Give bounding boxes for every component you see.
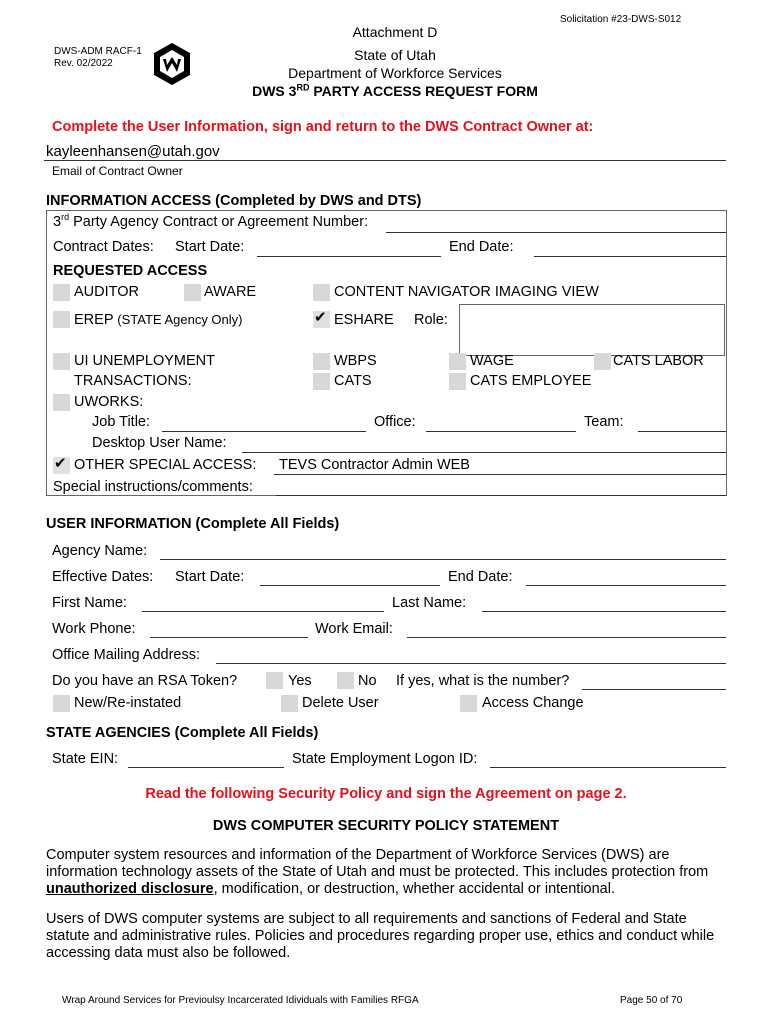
contract-owner-email[interactable]: kayleenhansen@utah.gov	[46, 143, 220, 160]
aware-label: AWARE	[204, 284, 257, 300]
form-code: DWS-ADM RACF-1	[54, 46, 142, 57]
rsa-number-label: If yes, what is the number?	[396, 673, 570, 689]
state-label: State of Utah	[354, 47, 436, 63]
new-reinstated-label: New/Re-instated	[74, 695, 182, 711]
email-label: Email of Contract Owner	[52, 164, 183, 178]
contract-start-date-label: Start Date:	[175, 239, 245, 255]
job-title-field[interactable]	[162, 431, 366, 432]
office-address-field[interactable]	[216, 663, 726, 664]
aware-checkbox[interactable]	[184, 284, 201, 301]
ui-unemployment-checkbox[interactable]	[53, 353, 70, 370]
security-paragraph-1-part: , modification, or destruction, whether accidental or intentional.	[213, 881, 615, 897]
eshare-checkbox[interactable]	[313, 311, 330, 328]
rsa-yes-label: Yes	[288, 673, 312, 689]
eshare-label: ESHARE	[334, 312, 394, 328]
last-name-label: Last Name:	[392, 595, 467, 611]
state-logon-field[interactable]	[490, 767, 726, 768]
delete-user-label: Delete User	[302, 695, 379, 711]
other-special-access-value[interactable]: TEVS Contractor Admin WEB	[279, 457, 470, 473]
office-field[interactable]	[426, 431, 576, 432]
work-email-field[interactable]	[407, 637, 726, 638]
contract-end-date-label: End Date:	[449, 239, 514, 255]
access-change-label: Access Change	[482, 695, 584, 711]
first-name-label: First Name:	[52, 595, 127, 611]
delete-user-checkbox[interactable]	[281, 695, 298, 712]
security-paragraph-2: Users of DWS computer systems are subject to all requirements and sanctions of Federal and State statute and administrative rules. Policies and procedures regarding proper use, ethics and conduct while accessing data must also be followed.	[46, 911, 715, 961]
requested-access-label: REQUESTED ACCESS	[53, 263, 208, 279]
form-title-superscript: RD	[296, 82, 310, 93]
erep-name: EREP	[74, 312, 114, 328]
ui-unemployment-label: UI UNEMPLOYMENT	[74, 353, 215, 369]
ui-unemployment-label-2: TRANSACTIONS:	[74, 373, 192, 389]
contract-number-superscript: rd	[61, 212, 70, 223]
effective-dates-label: Effective Dates:	[52, 569, 154, 585]
special-instructions-field[interactable]	[276, 495, 726, 496]
security-read-notice: Read the following Security Policy and sign the Agreement on page 2.	[145, 786, 627, 802]
solicitation-number: Solicitation #23-DWS-S012	[560, 14, 682, 25]
erep-checkbox[interactable]	[53, 311, 70, 328]
email-underline	[44, 160, 726, 161]
effective-start-date-field[interactable]	[260, 585, 440, 586]
wbps-label: WBPS	[334, 353, 377, 369]
cats-checkbox[interactable]	[313, 373, 330, 390]
department-label: Department of Workforce Services	[288, 65, 502, 81]
contract-end-date-field[interactable]	[534, 256, 726, 257]
team-field[interactable]	[638, 431, 726, 432]
cats-labor-label: CATS LABOR	[613, 353, 704, 369]
rsa-number-field[interactable]	[582, 689, 726, 690]
attachment-label: Attachment D	[352, 24, 438, 40]
content-navigator-checkbox[interactable]	[313, 284, 330, 301]
instruction-text: Complete the User Information, sign and return to the DWS Contract Owner at:	[52, 119, 594, 135]
dws-logo-icon	[152, 42, 192, 86]
state-agencies-heading: STATE AGENCIES (Complete All Fields)	[46, 725, 319, 741]
other-special-access-label: OTHER SPECIAL ACCESS:	[74, 457, 257, 473]
cats-labor-checkbox[interactable]	[594, 353, 611, 370]
footer-page-number: Page 50 of 70	[620, 995, 683, 1006]
rsa-no-checkbox[interactable]	[337, 672, 354, 689]
effective-end-date-label: End Date:	[448, 569, 513, 585]
desktop-user-field[interactable]	[242, 452, 726, 453]
rsa-yes-checkbox[interactable]	[266, 672, 283, 689]
work-phone-label: Work Phone:	[52, 621, 136, 637]
security-paragraph-1-part: Computer system resources and information of the Department of Workforce Services (DWS) are information technology assets of the State of Utah and must be protected. This includes protection from	[46, 847, 709, 880]
user-info-heading: USER INFORMATION (Complete All Fields)	[46, 516, 340, 532]
cats-employee-checkbox[interactable]	[449, 373, 466, 390]
form-title-part: PARTY ACCESS REQUEST FORM	[309, 83, 538, 99]
other-special-access-underline	[274, 474, 726, 475]
erep-label	[74, 312, 243, 328]
uworks-checkbox[interactable]	[53, 394, 70, 411]
erep-note: (STATE Agency Only)	[117, 312, 243, 327]
security-policy-heading: DWS COMPUTER SECURITY POLICY STATEMENT	[212, 818, 560, 834]
first-name-field[interactable]	[142, 611, 384, 612]
rsa-no-label: No	[358, 673, 377, 689]
unauthorized-disclosure-emphasis: unauthorized disclosure	[46, 881, 214, 897]
other-special-access-checkbox[interactable]	[53, 457, 70, 474]
info-access-heading: INFORMATION ACCESS (Completed by DWS and DTS)	[46, 193, 422, 209]
contract-number-part: 3	[53, 214, 62, 230]
state-ein-label: State EIN:	[52, 751, 119, 767]
contract-number-field[interactable]	[386, 232, 726, 233]
contract-dates-label: Contract Dates:	[53, 239, 154, 255]
work-phone-field[interactable]	[150, 637, 308, 638]
new-reinstated-checkbox[interactable]	[53, 695, 70, 712]
office-address-label: Office Mailing Address:	[52, 647, 201, 663]
check-mark-icon: ✔	[54, 455, 67, 472]
agency-name-field[interactable]	[160, 559, 726, 560]
footer-project-title: Wrap Around Services for Previoulsy Incarcerated Idividuals with Families RFGA	[62, 995, 419, 1006]
wage-label: WAGE	[470, 353, 514, 369]
check-mark-icon: ✔	[314, 309, 327, 326]
state-ein-field[interactable]	[128, 767, 284, 768]
effective-start-date-label: Start Date:	[175, 569, 245, 585]
desktop-user-label: Desktop User Name:	[92, 435, 227, 451]
cats-employee-label: CATS EMPLOYEE	[470, 373, 592, 389]
access-change-checkbox[interactable]	[460, 695, 477, 712]
special-instructions-label: Special instructions/comments:	[53, 479, 253, 495]
team-label: Team:	[584, 414, 624, 430]
cats-label: CATS	[334, 373, 372, 389]
wage-checkbox[interactable]	[449, 353, 466, 370]
role-label: Role:	[414, 312, 448, 328]
last-name-field[interactable]	[482, 611, 726, 612]
security-paragraph-1	[46, 847, 726, 898]
job-title-label: Job Title:	[92, 414, 151, 430]
effective-end-date-field[interactable]	[526, 585, 726, 586]
wbps-checkbox[interactable]	[313, 353, 330, 370]
agency-name-label: Agency Name:	[52, 543, 148, 559]
state-logon-label: State Employment Logon ID:	[292, 751, 478, 767]
contract-number-part: Party Agency Contract or Agreement Number:	[69, 214, 369, 230]
work-email-label: Work Email:	[315, 621, 393, 637]
rsa-token-question: Do you have an RSA Token?	[52, 673, 238, 689]
form-revision: Rev. 02/2022	[54, 58, 113, 69]
uworks-label: UWORKS:	[74, 394, 144, 410]
auditor-label: AUDITOR	[74, 284, 139, 300]
role-field[interactable]	[459, 304, 725, 356]
content-navigator-label: CONTENT NAVIGATOR IMAGING VIEW	[334, 284, 599, 300]
office-label: Office:	[374, 414, 416, 430]
contract-start-date-field[interactable]	[257, 256, 441, 257]
form-title-part: DWS 3	[252, 83, 297, 99]
contract-number-label	[53, 214, 368, 230]
form-title	[210, 83, 580, 99]
auditor-checkbox[interactable]	[53, 284, 70, 301]
